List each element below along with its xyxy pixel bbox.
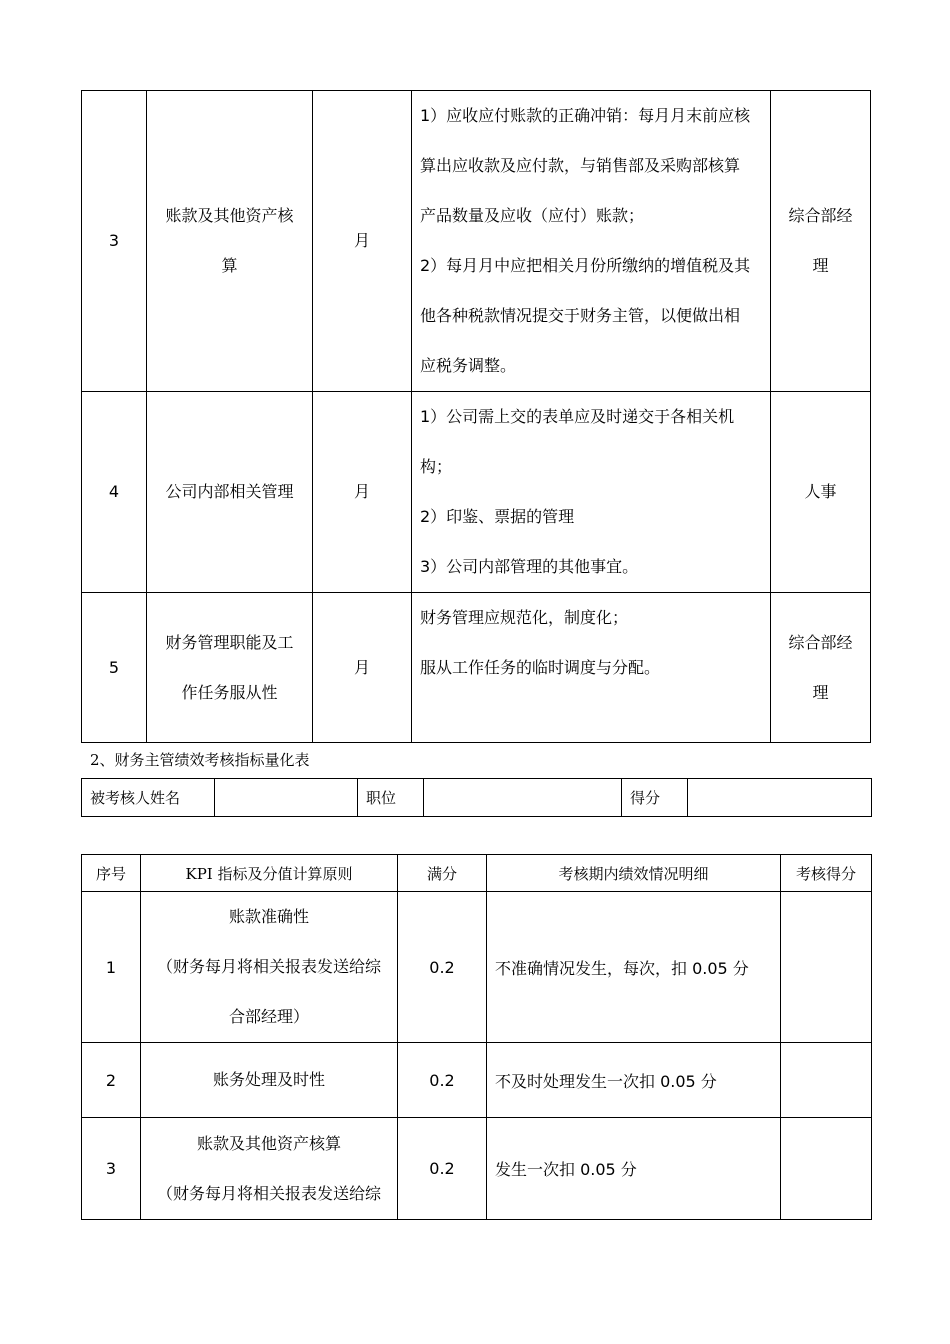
- reviewer: 综合部经 理: [771, 91, 871, 392]
- kpi-table: [81, 854, 872, 1220]
- header-cell: 序号: [82, 855, 141, 892]
- header-cell: 考核得分: [781, 855, 872, 892]
- row-number: 5: [82, 593, 147, 743]
- full-score: 0.2: [398, 1043, 487, 1118]
- header-cell: 满分: [398, 855, 487, 892]
- cycle: 月: [313, 91, 412, 392]
- item-name: 账款及其他资产核 算: [147, 91, 313, 392]
- kpi-description: 账务处理及时性: [141, 1043, 398, 1118]
- position-label: 职位: [358, 779, 424, 817]
- table-row: [82, 892, 872, 1043]
- table-row: [82, 91, 871, 392]
- cycle: 月: [313, 392, 412, 593]
- performance-detail: 不及时处理发生一次扣 0.05 分: [487, 1043, 781, 1118]
- table-row: [82, 1118, 872, 1220]
- score-label: 得分: [622, 779, 688, 817]
- score-field[interactable]: [781, 892, 872, 1043]
- table-row: [82, 593, 871, 743]
- duty-description: 1）公司需上交的表单应及时递交于各相关机 构； 2）印鉴、票据的管理 3）公司内部管理的其他事宜。: [412, 392, 771, 593]
- performance-detail: 不准确情况发生，每次，扣 0.05 分: [487, 892, 781, 1043]
- table-row: [82, 1043, 872, 1118]
- header-cell: 考核期内绩效情况明细: [487, 855, 781, 892]
- duty-description: 财务管理应规范化，制度化； 服从工作任务的临时调度与分配。: [412, 593, 771, 743]
- table-row: [82, 779, 872, 817]
- table-row: [82, 392, 871, 593]
- score-value-field[interactable]: [688, 779, 872, 817]
- duties-table: [81, 90, 871, 743]
- kpi-description: 账款及其他资产核算 （财务每月将相关报表发送给综: [141, 1118, 398, 1220]
- row-number: 1: [82, 892, 141, 1043]
- name-label: 被考核人姓名: [82, 779, 215, 817]
- name-value-field[interactable]: [215, 779, 358, 817]
- reviewer: 人事: [771, 392, 871, 593]
- table-header-row: [82, 855, 872, 892]
- score-field[interactable]: [781, 1118, 872, 1220]
- item-name: 财务管理职能及工 作任务服从性: [147, 593, 313, 743]
- kpi-description: 账款准确性 （财务每月将相关报表发送给综 合部经理）: [141, 892, 398, 1043]
- row-number: 4: [82, 392, 147, 593]
- header-cell: KPI 指标及分值计算原则: [141, 855, 398, 892]
- item-name: 公司内部相关管理: [147, 392, 313, 593]
- performance-detail: 发生一次扣 0.05 分: [487, 1118, 781, 1220]
- full-score: 0.2: [398, 1118, 487, 1220]
- reviewer: 综合部经 理: [771, 593, 871, 743]
- section-title: 2、财务主管绩效考核指标量化表: [90, 751, 310, 769]
- score-field[interactable]: [781, 1043, 872, 1118]
- row-number: 3: [82, 91, 147, 392]
- full-score: 0.2: [398, 892, 487, 1043]
- row-number: 3: [82, 1118, 141, 1220]
- row-number: 2: [82, 1043, 141, 1118]
- cycle: 月: [313, 593, 412, 743]
- evaluee-info-table: [81, 778, 872, 817]
- duty-description: 1）应收应付账款的正确冲销：每月月末前应核 算出应收款及应付款，与销售部及采购部核算 产品数量及应收（应付）账款； 2）每月月中应把相关月份所缴纳的增值税及其 他各种税款情况提交于财务主管，以便做出相 应税务调整。: [412, 91, 771, 392]
- position-value-field[interactable]: [424, 779, 622, 817]
